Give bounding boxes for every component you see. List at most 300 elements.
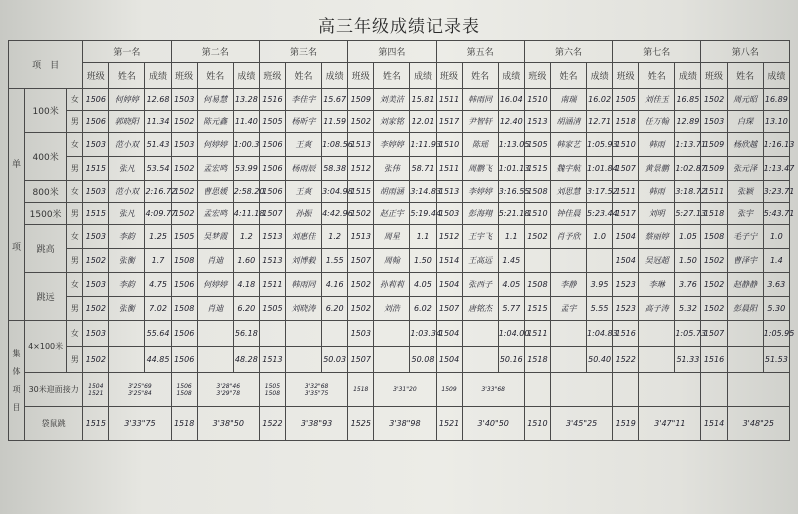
name-cell: 韩雨 xyxy=(639,133,675,157)
class-cell: 1505 xyxy=(524,133,550,157)
class-cell: 1508 xyxy=(524,181,550,203)
class-cell: 1522 xyxy=(613,347,639,373)
name-cell: 李婷婷 xyxy=(374,133,410,157)
class-cell: 1523 xyxy=(613,273,639,297)
table-row xyxy=(9,225,790,249)
score-cell: 16.89 xyxy=(763,89,789,111)
category-label: 项 xyxy=(12,384,21,394)
class-cell: 1517 xyxy=(613,203,639,225)
score-cell: 2:58.20 xyxy=(233,181,259,203)
gender-label: 女 xyxy=(67,89,83,111)
score-table xyxy=(8,40,795,441)
name-cell: 孟宏鸣 xyxy=(197,157,233,181)
score-value: 3'29"78 xyxy=(216,389,241,397)
name-cell: 任万翰 xyxy=(639,111,675,133)
category-label: 体 xyxy=(12,366,21,376)
place-header-1: 第一名 xyxy=(83,41,171,63)
name-cell: 刘佳玉 xyxy=(639,89,675,111)
table-row xyxy=(9,273,790,297)
name-cell: 魏宇航 xyxy=(550,157,586,181)
class-cell: 1504 xyxy=(436,347,462,373)
class-value: 1518 xyxy=(353,386,369,393)
score-cell: 1:03.34 xyxy=(410,321,436,347)
score-cell: 5.55 xyxy=(587,297,613,321)
score-cell: 1.05 xyxy=(675,225,701,249)
class-cell xyxy=(171,373,197,407)
score-cell: 1:13.05 xyxy=(498,133,524,157)
class-cell: 1522 xyxy=(259,407,285,441)
class-cell: 1510 xyxy=(524,89,550,111)
class-cell: 1503 xyxy=(83,273,109,297)
class-cell: 1506 xyxy=(259,157,285,181)
class-cell: 1513 xyxy=(348,225,374,249)
name-cell: 孙莉莉 xyxy=(374,273,410,297)
name-cell: 张元泽 xyxy=(727,157,763,181)
page-title: 高三年级成绩记录表 xyxy=(318,17,480,37)
score-cell: 3:23.71 xyxy=(763,181,789,203)
score-value: 3'28"46 xyxy=(216,382,241,390)
name-cell: 周翰 xyxy=(374,249,410,273)
class-cell: 1503 xyxy=(171,133,197,157)
place-header-5: 第五名 xyxy=(436,41,524,63)
name-cell: 何婷婷 xyxy=(197,133,233,157)
class-header: 班级 xyxy=(259,63,285,89)
class-value: 1504 xyxy=(88,382,104,390)
class-cell: 1504 xyxy=(613,249,639,273)
class-header: 班级 xyxy=(524,63,550,89)
name-cell: 孙振 xyxy=(285,203,321,225)
name-cell: 肖迪 xyxy=(197,249,233,273)
class-cell xyxy=(701,373,727,407)
score-cell: 51.43 xyxy=(145,133,171,157)
class-cell: 1502 xyxy=(171,157,197,181)
score-cell: 3:17.52 xyxy=(587,181,613,203)
class-cell: 1515 xyxy=(83,157,109,181)
name-cell: 李静 xyxy=(550,273,586,297)
score-cell: 4.75 xyxy=(145,273,171,297)
name-cell: 韩雨 xyxy=(639,181,675,203)
name-cell: 蔡丽婷 xyxy=(639,225,675,249)
name-cell: 唐铭杰 xyxy=(462,297,498,321)
name-cell: 张凡 xyxy=(109,203,145,225)
name-cell xyxy=(550,373,612,407)
name-cell: 尹智轩 xyxy=(462,111,498,133)
class-cell: 1510 xyxy=(436,133,462,157)
score-cell: 4:09.77 xyxy=(145,203,171,225)
place-header-2: 第二名 xyxy=(171,41,259,63)
score-cell: 3.76 xyxy=(675,273,701,297)
class-cell xyxy=(83,373,109,407)
class-cell xyxy=(524,249,550,273)
score-cell: 5:27.13 xyxy=(675,203,701,225)
name-cell: 李佳宇 xyxy=(285,89,321,111)
class-cell: 1513 xyxy=(524,111,550,133)
name-cell: 刘家铭 xyxy=(374,111,410,133)
score-cell: 3:18.72 xyxy=(675,181,701,203)
name-cell: 李韵 xyxy=(109,225,145,249)
score-cell: 6.20 xyxy=(233,297,259,321)
class-cell: 1518 xyxy=(524,347,550,373)
score-cell: 53.99 xyxy=(233,157,259,181)
name-cell xyxy=(550,321,586,347)
name-cell: 南瑞 xyxy=(550,89,586,111)
class-cell: 1507 xyxy=(436,297,462,321)
score-cell: 15.81 xyxy=(410,89,436,111)
score-cell: 1:05.93 xyxy=(587,133,613,157)
class-cell: 1502 xyxy=(348,203,374,225)
score-cell: 1:05.73 xyxy=(675,321,701,347)
name-cell: 张衡 xyxy=(109,297,145,321)
score-cell: 5:23.44 xyxy=(587,203,613,225)
class-cell: 1511 xyxy=(613,181,639,203)
name-cell: 周鹏飞 xyxy=(462,157,498,181)
name-cell: 杨昕宇 xyxy=(285,111,321,133)
name-header: 姓名 xyxy=(639,63,675,89)
score-header: 成绩 xyxy=(410,63,436,89)
place-header-6: 第六名 xyxy=(524,41,612,63)
name-cell xyxy=(727,373,789,407)
name-cell: 刘美洁 xyxy=(374,89,410,111)
item-header: 项 目 xyxy=(9,41,83,89)
name-cell: 孟宏鸣 xyxy=(197,203,233,225)
name-cell xyxy=(109,347,145,373)
score-cell: 5:19.44 xyxy=(410,203,436,225)
score-cell: 4.05 xyxy=(498,273,524,297)
score-cell: 16.02 xyxy=(587,89,613,111)
score-cell: 4.05 xyxy=(410,273,436,297)
score-cell: 4.18 xyxy=(233,273,259,297)
name-cell: 何易慧 xyxy=(197,89,233,111)
class-cell: 1507 xyxy=(259,203,285,225)
class-header: 班级 xyxy=(613,63,639,89)
table-row xyxy=(9,373,790,407)
class-cell: 1502 xyxy=(701,89,727,111)
name-header: 姓名 xyxy=(727,63,763,89)
score-cell: 6.02 xyxy=(410,297,436,321)
name-cell: 钟佳晨 xyxy=(550,203,586,225)
score-header: 成绩 xyxy=(675,63,701,89)
class-cell: 1519 xyxy=(613,407,639,441)
score-cell: 3'40"50 xyxy=(462,407,524,441)
class-cell: 1518 xyxy=(701,203,727,225)
name-cell xyxy=(374,321,410,347)
name-cell: 高子涛 xyxy=(639,297,675,321)
class-cell: 1505 xyxy=(259,111,285,133)
class-cell xyxy=(259,321,285,347)
score-cell: 1:02.87 xyxy=(675,157,701,181)
class-cell: 1513 xyxy=(259,347,285,373)
name-cell: 刘晓涛 xyxy=(285,297,321,321)
class-value: 1521 xyxy=(88,389,104,397)
class-cell: 1504 xyxy=(613,225,639,249)
gender-label: 女 xyxy=(67,181,83,203)
class-cell: 1506 xyxy=(259,133,285,157)
score-cell: 2:16.72 xyxy=(145,181,171,203)
score-cell: 1:04.00 xyxy=(498,321,524,347)
class-cell: 1508 xyxy=(171,297,197,321)
score-cell: 7.02 xyxy=(145,297,171,321)
score-cell: 3'48"25 xyxy=(727,407,789,441)
name-cell xyxy=(374,347,410,373)
category-label: 目 xyxy=(12,402,21,412)
class-cell: 1508 xyxy=(524,273,550,297)
score-cell: 1:01.84 xyxy=(587,157,613,181)
score-cell: 1.50 xyxy=(675,249,701,273)
name-cell xyxy=(197,321,233,347)
class-cell: 1502 xyxy=(171,181,197,203)
name-cell xyxy=(374,373,436,407)
score-cell: 11.40 xyxy=(233,111,259,133)
class-cell: 1502 xyxy=(83,297,109,321)
name-header: 姓名 xyxy=(462,63,498,89)
name-cell xyxy=(197,373,259,407)
class-cell xyxy=(613,373,639,407)
class-cell: 1518 xyxy=(613,111,639,133)
score-header: 成绩 xyxy=(322,63,348,89)
name-cell: 何婷婷 xyxy=(197,273,233,297)
name-cell: 王宇飞 xyxy=(462,225,498,249)
score-cell: 11.59 xyxy=(322,111,348,133)
name-cell: 杨雨辰 xyxy=(285,157,321,181)
gender-label: 男 xyxy=(67,157,83,181)
name-cell: 彭海翔 xyxy=(462,203,498,225)
class-cell: 1502 xyxy=(701,297,727,321)
table-row xyxy=(9,157,790,181)
score-cell: 1.0 xyxy=(587,225,613,249)
score-cell: 12.68 xyxy=(145,89,171,111)
score-cell: 13.10 xyxy=(763,111,789,133)
score-cell: 1.50 xyxy=(410,249,436,273)
name-cell xyxy=(639,373,701,407)
score-cell: 1.0 xyxy=(763,225,789,249)
class-value: 1509 xyxy=(441,386,457,393)
class-cell: 1510 xyxy=(613,133,639,157)
class-cell: 1504 xyxy=(436,321,462,347)
class-cell: 1513 xyxy=(259,225,285,249)
name-cell: 李婷婷 xyxy=(462,181,498,203)
class-cell: 1514 xyxy=(436,249,462,273)
score-cell: 1:00.3 xyxy=(233,133,259,157)
name-cell: 曹泽宇 xyxy=(727,249,763,273)
score-cell: 3:16.55 xyxy=(498,181,524,203)
score-cell xyxy=(587,249,613,273)
name-cell xyxy=(639,321,675,347)
table-row xyxy=(9,181,790,203)
class-cell: 1502 xyxy=(701,273,727,297)
class-cell xyxy=(524,373,550,407)
class-cell: 1505 xyxy=(613,89,639,111)
class-header: 班级 xyxy=(701,63,727,89)
name-cell: 曹思媛 xyxy=(197,181,233,203)
name-cell: 张凡 xyxy=(109,157,145,181)
score-cell: 12.01 xyxy=(410,111,436,133)
event-label: 4×100米 xyxy=(25,321,67,373)
score-cell: 13.28 xyxy=(233,89,259,111)
score-cell: 3.95 xyxy=(587,273,613,297)
table-row xyxy=(9,321,790,347)
name-cell: 彭晨阳 xyxy=(727,297,763,321)
name-cell: 张伟 xyxy=(374,157,410,181)
class-cell: 1512 xyxy=(436,225,462,249)
class-cell: 1509 xyxy=(701,157,727,181)
name-cell: 张宇 xyxy=(727,203,763,225)
score-cell: 5.77 xyxy=(498,297,524,321)
name-cell xyxy=(727,347,763,373)
class-cell: 1507 xyxy=(348,249,374,273)
class-cell: 1515 xyxy=(348,181,374,203)
table-row xyxy=(9,41,790,63)
name-cell: 王爽 xyxy=(285,181,321,203)
place-header-7: 第七名 xyxy=(613,41,701,63)
class-cell: 1502 xyxy=(348,111,374,133)
table-row xyxy=(9,89,790,111)
class-cell: 1503 xyxy=(83,181,109,203)
class-cell: 1502 xyxy=(83,249,109,273)
class-cell: 1502 xyxy=(83,347,109,373)
score-cell: 1.60 xyxy=(233,249,259,273)
name-cell: 韩雨同 xyxy=(285,273,321,297)
class-cell: 1503 xyxy=(83,133,109,157)
gender-label: 男 xyxy=(67,203,83,225)
class-cell: 1513 xyxy=(348,133,374,157)
score-cell: 44.85 xyxy=(145,347,171,373)
score-header: 成绩 xyxy=(587,63,613,89)
name-cell: 胡雨涵 xyxy=(374,181,410,203)
class-cell: 1516 xyxy=(701,347,727,373)
score-cell: 1.1 xyxy=(410,225,436,249)
class-cell: 1516 xyxy=(613,321,639,347)
name-cell: 张衡 xyxy=(109,249,145,273)
score-cell: 1.55 xyxy=(322,249,348,273)
score-cell: 1:13.47 xyxy=(763,157,789,181)
event-label: 1500米 xyxy=(25,203,67,225)
score-cell: 1.4 xyxy=(763,249,789,273)
class-cell: 1511 xyxy=(259,273,285,297)
score-cell: 56.18 xyxy=(233,321,259,347)
gender-label: 女 xyxy=(67,225,83,249)
class-cell: 1503 xyxy=(701,111,727,133)
name-cell: 刘浩 xyxy=(374,297,410,321)
class-cell: 1511 xyxy=(436,157,462,181)
score-cell: 1:05.95 xyxy=(763,321,789,347)
class-cell: 1521 xyxy=(436,407,462,441)
category-label: 单 xyxy=(12,159,22,170)
score-cell: 3'45"25 xyxy=(550,407,612,441)
class-cell: 1503 xyxy=(171,89,197,111)
class-cell: 1513 xyxy=(436,181,462,203)
score-cell: 3'38"93 xyxy=(285,407,347,441)
class-cell: 1506 xyxy=(171,273,197,297)
class-cell: 1503 xyxy=(436,203,462,225)
event-label: 800米 xyxy=(25,181,67,203)
class-header: 班级 xyxy=(436,63,462,89)
name-cell: 赵静静 xyxy=(727,273,763,297)
name-cell: 韩家艺 xyxy=(550,133,586,157)
score-cell: 16.85 xyxy=(675,89,701,111)
score-cell: 53.54 xyxy=(145,157,171,181)
name-cell: 范小双 xyxy=(109,133,145,157)
name-cell xyxy=(109,321,145,347)
class-cell: 1502 xyxy=(171,111,197,133)
name-cell: 刘惠佳 xyxy=(285,225,321,249)
name-cell xyxy=(462,321,498,347)
name-cell xyxy=(550,249,586,273)
score-cell: 50.08 xyxy=(410,347,436,373)
name-cell xyxy=(197,347,233,373)
score-cell: 6.20 xyxy=(322,297,348,321)
score-value: 3'25"69 xyxy=(128,382,152,390)
class-cell: 1513 xyxy=(259,249,285,273)
class-cell: 1509 xyxy=(701,133,727,157)
table-row xyxy=(9,133,790,157)
score-cell: 1:16.13 xyxy=(763,133,789,157)
score-cell: 1:04.83 xyxy=(587,321,613,347)
gender-label: 男 xyxy=(67,297,83,321)
class-cell: 1515 xyxy=(83,203,109,225)
class-cell: 1517 xyxy=(436,111,462,133)
class-cell: 1515 xyxy=(524,157,550,181)
score-cell: 50.40 xyxy=(587,347,613,373)
name-cell xyxy=(462,347,498,373)
name-cell: 孟宇 xyxy=(550,297,586,321)
score-value: 3'32"68 xyxy=(304,382,329,390)
name-header: 姓名 xyxy=(109,63,145,89)
name-cell xyxy=(285,321,321,347)
score-cell: 3.63 xyxy=(763,273,789,297)
group-category xyxy=(9,321,25,441)
score-cell: 4:42.96 xyxy=(322,203,348,225)
class-cell xyxy=(348,373,374,407)
score-cell: 3'47"11 xyxy=(639,407,701,441)
name-cell: 张西子 xyxy=(462,273,498,297)
name-cell: 周元昭 xyxy=(727,89,763,111)
name-cell: 刘思慧 xyxy=(550,181,586,203)
name-cell: 吴冠超 xyxy=(639,249,675,273)
score-cell xyxy=(322,321,348,347)
class-cell: 1507 xyxy=(701,321,727,347)
score-cell: 1.1 xyxy=(498,225,524,249)
event-label: 跳远 xyxy=(25,273,67,321)
name-cell: 白琛 xyxy=(727,111,763,133)
class-cell: 1505 xyxy=(259,297,285,321)
score-cell: 11.34 xyxy=(145,111,171,133)
class-cell: 1502 xyxy=(701,249,727,273)
score-cell: 1:11.93 xyxy=(410,133,436,157)
name-cell: 赵正宇 xyxy=(374,203,410,225)
class-cell: 1510 xyxy=(524,407,550,441)
table-row xyxy=(9,203,790,225)
name-cell: 范小双 xyxy=(109,181,145,203)
class-cell: 1505 xyxy=(171,225,197,249)
name-cell: 李韵 xyxy=(109,273,145,297)
score-cell: 55.64 xyxy=(145,321,171,347)
class-cell: 1523 xyxy=(613,297,639,321)
score-cell: 1:08.56 xyxy=(322,133,348,157)
table-row xyxy=(9,63,790,89)
class-cell xyxy=(259,373,285,407)
score-cell: 1.2 xyxy=(233,225,259,249)
score-header: 成绩 xyxy=(763,63,789,89)
gender-label: 女 xyxy=(67,273,83,297)
name-cell: 肖予欣 xyxy=(550,225,586,249)
class-cell: 1502 xyxy=(524,225,550,249)
name-cell xyxy=(285,347,321,373)
name-header: 姓名 xyxy=(550,63,586,89)
score-cell: 48.28 xyxy=(233,347,259,373)
score-cell: 1.2 xyxy=(322,225,348,249)
gender-label: 男 xyxy=(67,347,83,373)
class-cell: 1508 xyxy=(171,249,197,273)
